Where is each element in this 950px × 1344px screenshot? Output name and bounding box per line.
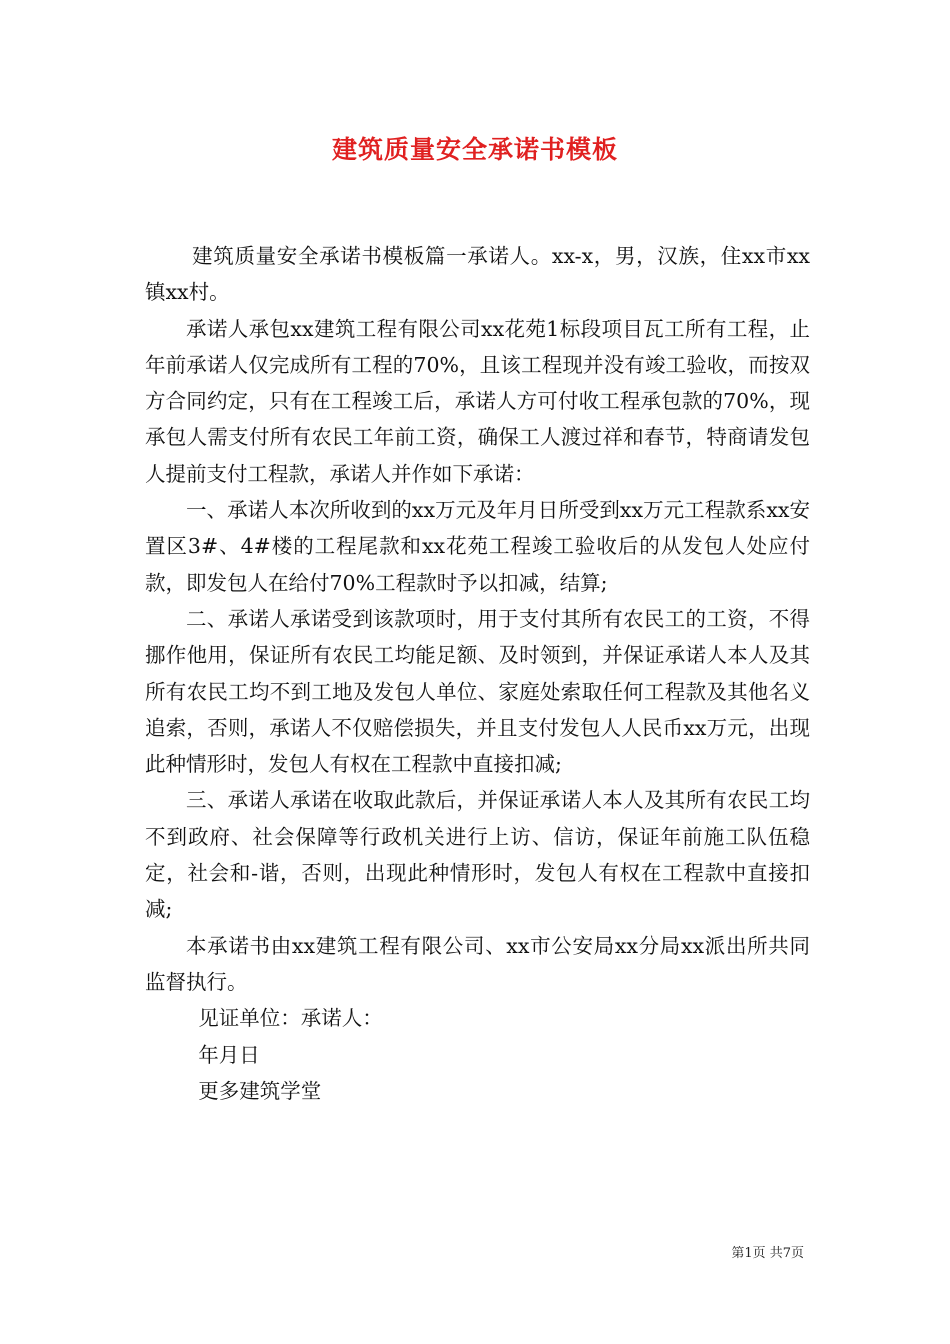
- paragraph-contract: 承诺人承包xx建筑工程有限公司xx花苑1标段项目瓦工所有工程，止年前承诺人仅完成所有工程的70%，且该工程现并没有竣工验收，而按双方合同约定，只有在工程竣工后，承诺人方可付收工程承包款的70%，现承包人需支付所有农民工年前工资，确保工人渡过祥和春节，特商请发包人提前支付工程款，承诺人并作如下承诺：: [145, 316, 810, 486]
- more-link-text: 更多建筑学堂: [198, 1078, 322, 1103]
- paragraph-supervision: 本承诺书由xx建筑工程有限公司、xx市公安局xx分局xx派出所共同监督执行。: [145, 933, 810, 994]
- page-number: 第1页 共7页: [731, 1246, 804, 1261]
- document-title: 建筑质量安全承诺书模板: [331, 135, 618, 164]
- paragraph-intro: 建筑质量安全承诺书模板篇一承诺人。xx-x，男，汉族，住xx市xx镇xx村。: [145, 244, 810, 305]
- paragraph-item-2: 二、承诺人承诺受到该款项时，用于支付其所有农民工的工资，不得挪作他用，保证所有农民工均能足额、及时领到，并保证承诺人本人及其所有农民工均不到工地及发包人单位、家庭处索取任何工程款及其他名义追索，否则，承诺人不仅赔偿损失，并且支付发包人人民币xx万元，出现此种情形时，发包人有权在工程款中直接扣减;: [145, 606, 810, 777]
- witness-line: 见证单位：承诺人：: [198, 1006, 383, 1031]
- paragraph-item-3: 三、承诺人承诺在收取此款后，并保证承诺人本人及其所有农民工均不到政府、社会保障等行政机关进行上访、信访，保证年前施工队伍稳定，社会和-谐，否则，出现此种情形时，发包人有权在工程款中直接扣减;: [145, 788, 810, 922]
- document-body: [145, 238, 810, 1109]
- date-line: 年月日: [198, 1042, 260, 1067]
- paragraph-item-1: 一、承诺人本次所收到的xx万元及年月日所受到xx万元工程款系xx安置区3#、4#楼的工程尾款和xx花苑工程竣工验收后的从发包人处应付款，即发包人在给付70%工程款时予以扣减，结算;: [145, 498, 810, 595]
